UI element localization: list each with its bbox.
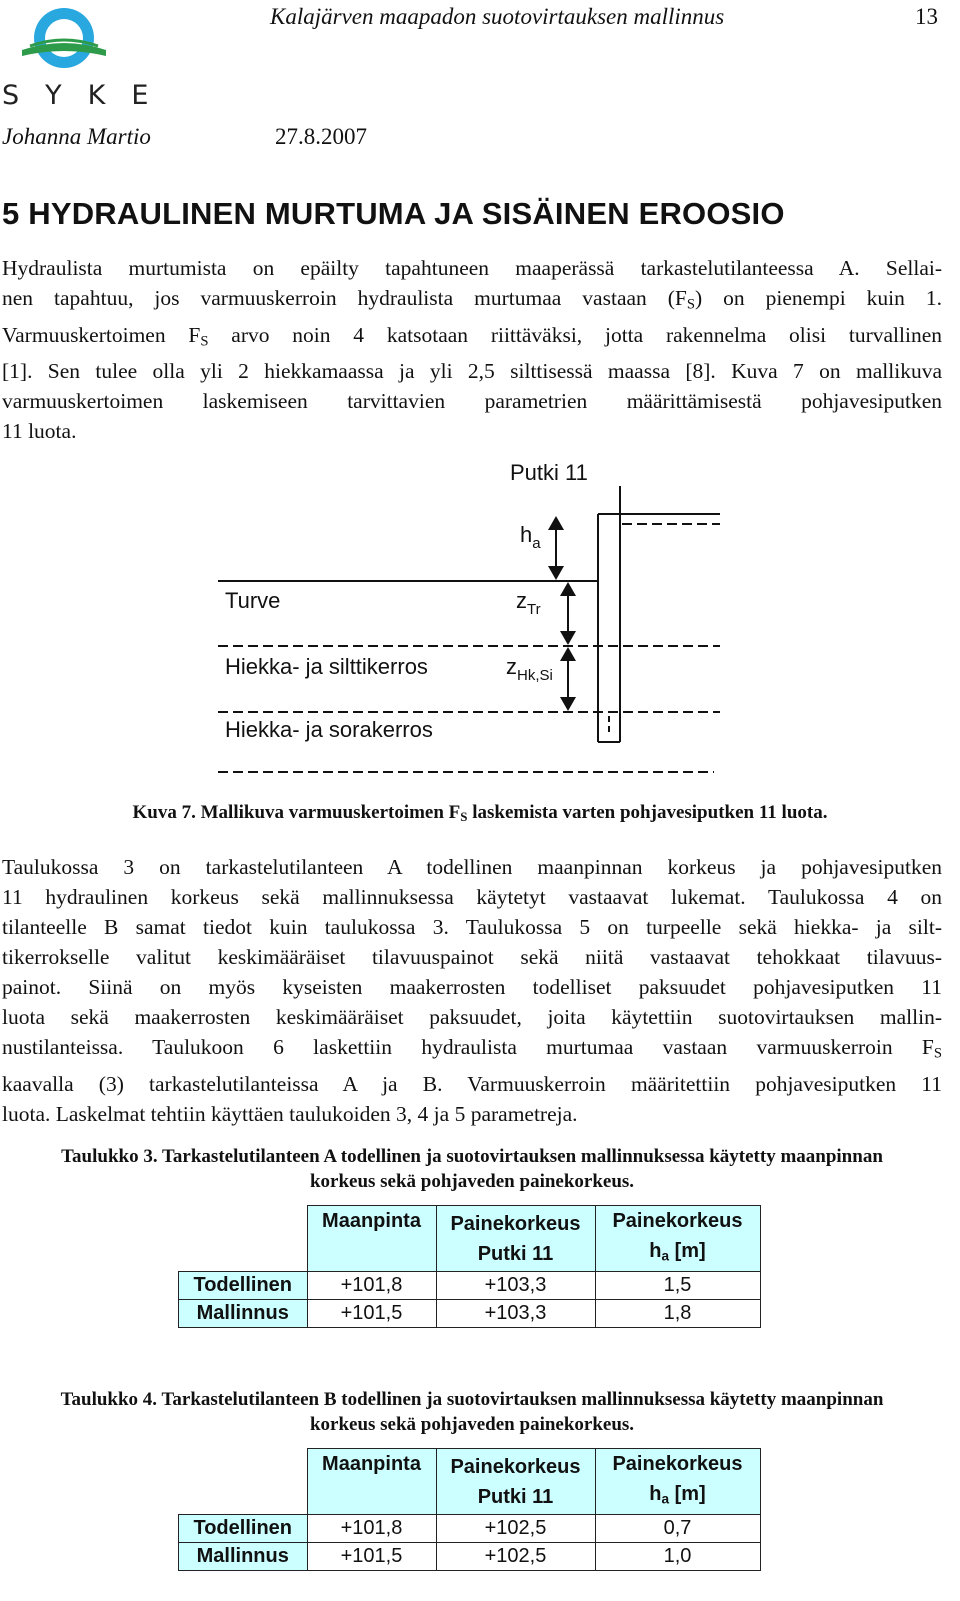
para2-line: Taulukossa 3 on tarkastelutilanteen A todellinen maanpinnan korkeus ja pohjavesiputken (2, 855, 942, 879)
layer-label-peat: Turve (225, 588, 281, 613)
ztr-arrow-head-up (560, 582, 576, 596)
table-cell: 1,0 (595, 1543, 760, 1571)
table-cell: +101,5 (307, 1543, 436, 1571)
ha-arrow-head-down (548, 566, 564, 580)
author: Johanna Martio (2, 124, 151, 149)
para1-line: nen tapahtuu, jos varmuuskerroin hydraulista murtumaa vastaan $(F_S)$ on pienempi kuin 1. (2, 286, 943, 313)
table-cell: +103,3 (436, 1300, 595, 1328)
table3-row-label: Todellinen (179, 1272, 308, 1300)
table-row (179, 1515, 761, 1543)
table4-caption-line1: Taulukko 4. Tarkastelutilanteen B todellinen ja suotovirtauksen mallinnuksessa käytetty maanpinnan (60, 1389, 884, 1410)
table3-caption-line1: Taulukko 3. Tarkastelutilanteen A todellinen ja suotovirtauksen mallinnuksessa käytetty maanpinnan (61, 1146, 883, 1167)
table4 (178, 1448, 761, 1571)
table4-row-label: Mallinnus (179, 1543, 308, 1571)
table4-row-label: Todellinen (179, 1515, 308, 1543)
zhk-arrow-head-up (560, 647, 576, 661)
para2-line: tikerrokselle valitut keskimääräiset tilavuuspainot sekä niitä vastaavat tehokkaat tilavuus- (2, 945, 942, 969)
table3-caption-line2: korkeus sekä pohjaveden painekorkeus. (309, 1171, 635, 1192)
layer-label-sand-gravel: Hiekka- ja sorakerros (225, 717, 433, 742)
para1-line: [1]. Sen tulee olla yli 2 hiekkamaassa ja yli 2,5 silttisessä maassa [8]. Kuva 7 on mallikuva (2, 359, 942, 384)
running-header-title: Kalajärven maapadon suotovirtauksen mallinnus (270, 4, 725, 29)
para1-line: 11 luota. (2, 419, 77, 444)
para2-line: luota sekä maakerrosten keskimääräiset paksuudet, joita käytettiin suotovirtauksen mallin- (2, 1005, 942, 1029)
para2-line: painot. Siinä on myös kyseisten maakerrosten todelliset paksuudet pohjavesiputken 11 (2, 975, 942, 999)
para2-line: nustilanteissa. Taulukoon 6 laskettiin hydraulista murtumaa vastaan varmuuskerroin $F_S$ (2, 1035, 942, 1062)
para1-line: Hydraulista murtumista on epäilty tapahtuneen maaperässä tarkastelutilanteessa A. Sellai- (2, 256, 942, 280)
zhk-label: $z_{Hk,Si}$ (506, 654, 553, 684)
table-cell: +101,5 (307, 1300, 436, 1328)
table-cell: +102,5 (436, 1543, 595, 1571)
figure-7-diagram (0, 450, 960, 790)
table4-col-header: Painekorkeus $h_a$ [m] (595, 1449, 760, 1515)
paragraph-tables (2, 852, 942, 1129)
table-cell: +102,5 (436, 1515, 595, 1543)
table-cell: 0,7 (595, 1515, 760, 1543)
table-cell: +101,8 (307, 1272, 436, 1300)
layer-label-sand-silt: Hiekka- ja silttikerros (225, 654, 428, 679)
syke-logo-emblem (0, 0, 130, 80)
figure-caption: Kuva 7. Mallikuva varmuuskertoimen $F_S$ laskemista varten pohjavesiputken 11 luota. (132, 802, 828, 825)
para1-line: varmuuskertoimen laskemiseen tarvittavien parametrien määrittämisestä pohjavesiputken (2, 389, 942, 414)
section-heading: 5 HYDRAULINEN MURTUMA JA SISÄINEN EROOSIO (2, 196, 785, 231)
table4-col-header: Maanpinta (307, 1449, 436, 1515)
table3-col-header: Painekorkeus $h_a$ [m] (595, 1206, 760, 1272)
table3-caption (2, 1144, 942, 1194)
ztr-arrow-head-down (560, 631, 576, 645)
table4-caption (2, 1387, 942, 1437)
para2-line: luota. Laskelmat tehtiin käyttäen taulukoiden 3, 4 ja 5 parametreja. (2, 1101, 578, 1126)
para2-line: tilanteelle B samat tiedot kuin taulukossa 3. Taulukossa 5 on turpeelle sekä hiekka- ja silt- (2, 915, 942, 939)
date: 27.8.2007 (275, 124, 367, 149)
table3-corner (179, 1206, 308, 1272)
table-cell: 1,8 (595, 1300, 760, 1328)
table-row (179, 1272, 761, 1300)
table3-col-header: Painekorkeus Putki 11 (436, 1206, 595, 1272)
table3-row-label: Mallinnus (179, 1300, 308, 1328)
table-cell: +101,8 (307, 1515, 436, 1543)
ha-arrow-head-up (548, 516, 564, 530)
table-cell: +103,3 (436, 1272, 595, 1300)
pipe-label: Putki 11 (510, 460, 588, 485)
table4-col-header: Painekorkeus Putki 11 (436, 1449, 595, 1515)
para1-line: Varmuuskertoimen $F_S$ arvo noin 4 katsotaan riittäväksi, jotta rakennelma olisi turvallinen (2, 322, 943, 350)
para2-line: kaavalla (3) tarkastelutilanteissa A ja B. Varmuuskerroin määritettiin pohjavesiputken 11 (2, 1071, 942, 1096)
table3-col-header: Maanpinta (307, 1206, 436, 1272)
table3 (178, 1205, 761, 1328)
table4-header-row (179, 1449, 761, 1515)
table3-header-row (179, 1206, 761, 1272)
page-number: 13 (915, 4, 938, 29)
table-cell: 1,5 (595, 1272, 760, 1300)
paragraph-intro (2, 253, 942, 446)
syke-logo-text: SYKE (2, 80, 175, 111)
table-row (179, 1543, 761, 1571)
para2-line: 11 hydraulinen korkeus sekä mallinnuksessa käytetyt vastaavat lukemat. Taulukossa 4 on (2, 885, 942, 909)
ztr-label: $z_{Tr}$ (516, 588, 541, 618)
table4-corner (179, 1449, 308, 1515)
zhk-arrow-head-down (560, 697, 576, 711)
ha-label: $h_a$ (520, 522, 541, 552)
table4-caption-line2: korkeus sekä pohjaveden painekorkeus. (309, 1414, 635, 1435)
table-row (179, 1300, 761, 1328)
